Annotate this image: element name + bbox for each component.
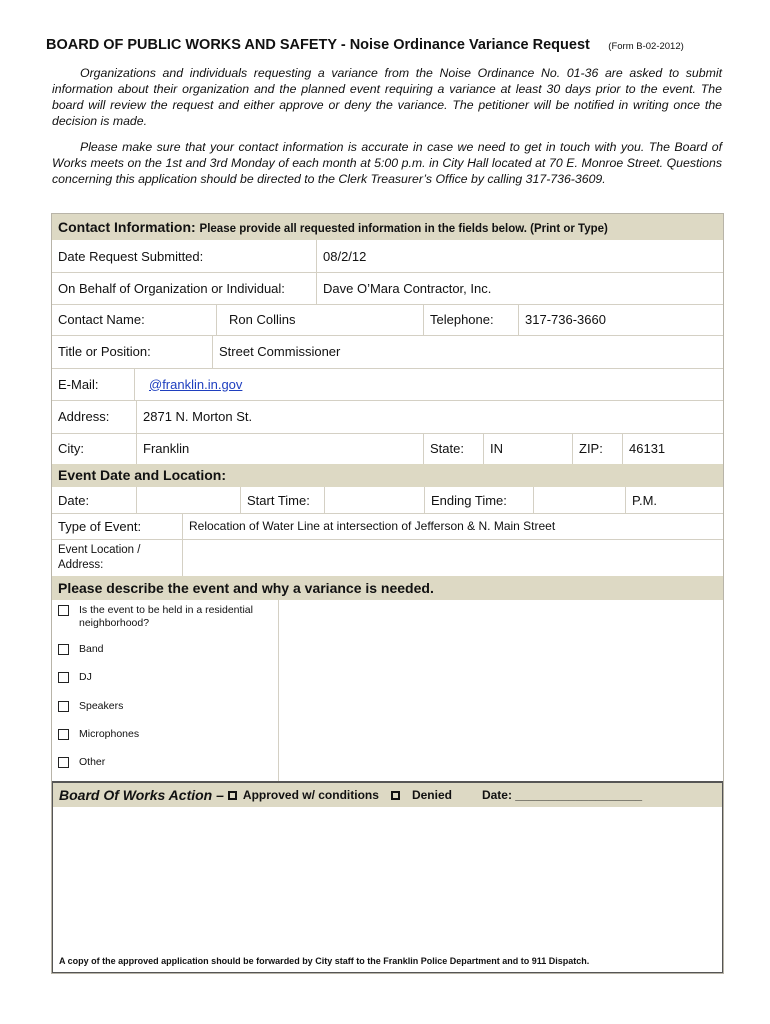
date-submitted-row xyxy=(52,240,723,273)
form-number: (Form B-02-2012) xyxy=(608,41,684,52)
date-submitted-field[interactable]: 08/2/12 xyxy=(316,240,723,272)
city-field[interactable]: Franklin xyxy=(136,433,423,464)
page-title: BOARD OF PUBLIC WORKS AND SAFETY - Noise Ordinance Variance Request xyxy=(46,37,590,53)
address-row xyxy=(52,400,723,434)
email-label: E-Mail: xyxy=(58,376,99,392)
event-section-header: Event Date and Location: xyxy=(52,464,723,487)
intro-paragraph-2 xyxy=(52,139,722,187)
pm-label: P.M. xyxy=(625,487,723,513)
checkbox-microphones-label: Microphones xyxy=(79,728,140,740)
intro-text-1: Organizations and individuals requesting a variance from the Noise Ordinance No. 01-36 are asked to submit information about their organization and the planned event requiring a variance at least 30 days prior to the event. The board will review the request and either approve or deny the variance. The petitioner will be notified in writing once the decision is made. xyxy=(52,66,722,128)
board-action-heading: Board Of Works Action – xyxy=(59,787,224,803)
zip-label: ZIP: xyxy=(572,433,622,464)
describe-checklist xyxy=(52,600,279,781)
checkbox-icon[interactable] xyxy=(58,644,69,655)
checkbox-dj[interactable] xyxy=(58,671,92,684)
event-date-label: Date: xyxy=(58,492,90,508)
contact-section-header xyxy=(52,214,723,240)
email-field[interactable] xyxy=(134,368,723,400)
state-label: State: xyxy=(423,433,483,464)
denied-checkbox-icon[interactable] xyxy=(391,791,400,800)
behalf-row xyxy=(52,272,723,305)
action-date-label[interactable]: Date: ___________________ xyxy=(481,788,643,802)
checkbox-icon[interactable] xyxy=(58,729,69,740)
checkbox-residential-label: Is the event to be held in a residential neighborhood? xyxy=(79,604,253,629)
describe-area xyxy=(52,600,723,781)
contact-name-field[interactable]: Ron Collins xyxy=(216,304,423,335)
event-type-label: Type of Event: xyxy=(58,518,142,534)
checkbox-band[interactable] xyxy=(58,643,104,656)
event-location-label: Event Location / Address: xyxy=(58,544,141,571)
intro-paragraph-1 xyxy=(52,65,722,129)
ending-time-label: Ending Time: xyxy=(424,487,533,513)
city-label: City: xyxy=(58,441,84,456)
describe-section-header: Please describe the event and why a variance is needed. xyxy=(52,576,723,600)
telephone-label: Telephone: xyxy=(423,304,518,335)
intro-text-2: Please make sure that your contact information is accurate in case we need to get in touch with you. The Board of Works meets on the 1st and 3rd Monday of each month at 5:00 p.m. in City Hall located at 70 E. Monroe Street. Questions concerning this application should be directed to the Clerk Treasurer’s Office by calling 317-736-3609. xyxy=(52,140,722,186)
address-field[interactable]: 2871 N. Morton St. xyxy=(136,400,723,433)
event-location-field[interactable] xyxy=(182,539,723,576)
event-date-field[interactable] xyxy=(136,487,240,513)
contact-subheading: Please provide all requested information in the fields below. (Print or Type) xyxy=(199,223,608,235)
behalf-field[interactable]: Dave O’Mara Contractor, Inc. xyxy=(316,272,723,304)
checkbox-residential[interactable] xyxy=(58,604,272,630)
contact-name-row xyxy=(52,304,723,336)
checkbox-icon[interactable] xyxy=(58,701,69,712)
checkbox-band-label: Band xyxy=(79,643,104,655)
checkbox-icon[interactable] xyxy=(58,757,69,768)
address-label: Address: xyxy=(58,409,110,424)
email-row xyxy=(52,368,723,401)
approved-checkbox-icon[interactable] xyxy=(228,791,237,800)
ending-time-field[interactable] xyxy=(533,487,625,513)
title-position-row xyxy=(52,335,723,369)
behalf-label: On Behalf of Organization or Individual: xyxy=(58,280,285,296)
footer-note: A copy of the approved application should be forwarded by City staff to the Franklin Police Department and to 911 Dispatch. xyxy=(59,956,590,966)
city-state-zip-row xyxy=(52,433,723,465)
telephone-field[interactable]: 317-736-3660 xyxy=(518,304,723,335)
checkbox-dj-label: DJ xyxy=(79,671,92,683)
state-field[interactable]: IN xyxy=(483,433,572,464)
variance-form xyxy=(51,213,724,974)
event-times-row xyxy=(52,487,723,514)
checkbox-speakers[interactable] xyxy=(58,700,123,713)
event-type-field[interactable]: Relocation of Water Line at intersection of Jefferson & N. Main Street xyxy=(182,513,723,539)
checkbox-other[interactable] xyxy=(58,756,105,769)
title-position-field[interactable]: Street Commissioner xyxy=(212,335,723,368)
checkbox-microphones[interactable] xyxy=(58,728,139,741)
checkbox-other-label: Other xyxy=(79,756,106,768)
contact-name-label: Contact Name: xyxy=(58,312,145,327)
start-time-label: Start Time: xyxy=(240,487,324,513)
description-field[interactable] xyxy=(279,600,723,781)
checkbox-icon[interactable] xyxy=(58,605,69,616)
checkbox-icon[interactable] xyxy=(58,672,69,683)
approved-label: Approved w/ conditions xyxy=(242,788,379,802)
board-action-header xyxy=(53,783,722,807)
event-location-row xyxy=(52,539,723,577)
contact-heading: Contact Information: xyxy=(58,219,196,235)
board-action-section xyxy=(52,781,723,973)
title-row xyxy=(46,36,726,54)
date-submitted-label: Date Request Submitted: xyxy=(58,248,204,264)
zip-field[interactable]: 46131 xyxy=(622,433,723,464)
title-position-label: Title or Position: xyxy=(58,344,151,359)
email-link[interactable]: @franklin.in.gov xyxy=(149,376,243,392)
denied-label: Denied xyxy=(411,788,452,802)
event-type-row xyxy=(52,513,723,540)
start-time-field[interactable] xyxy=(324,487,424,513)
checkbox-speakers-label: Speakers xyxy=(79,700,124,712)
